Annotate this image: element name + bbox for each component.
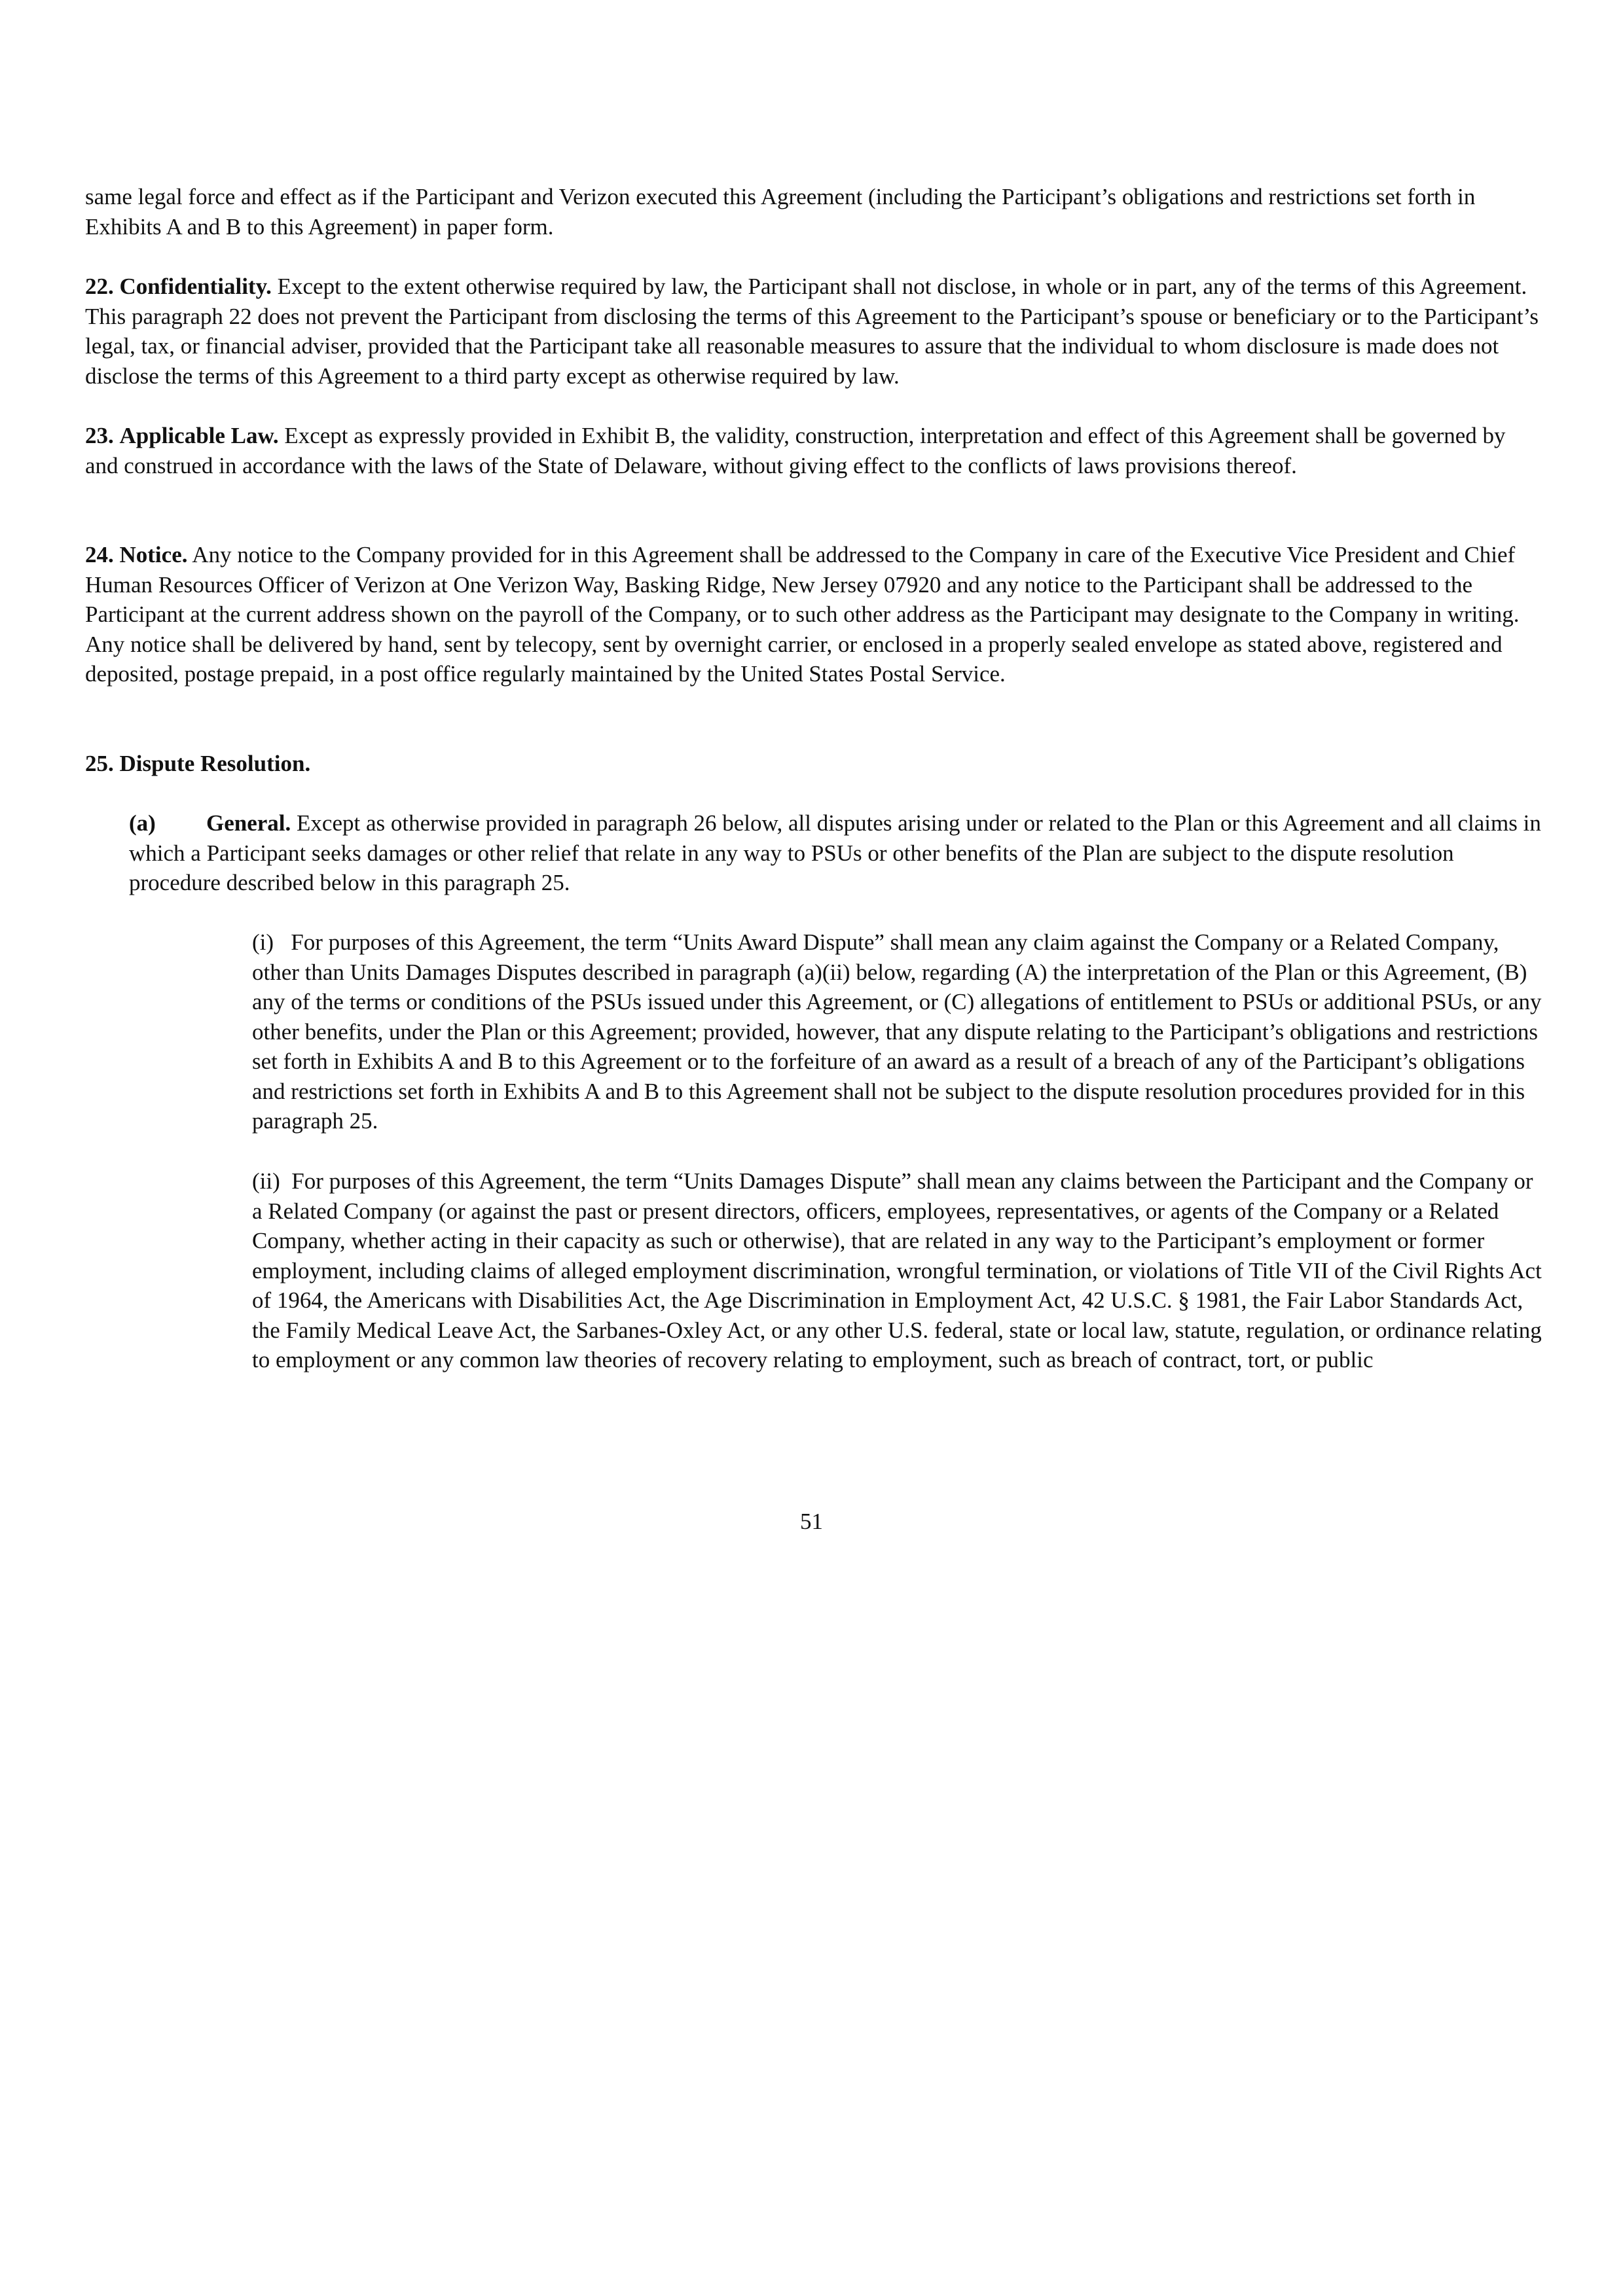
continuation-text: same legal force and effect as if the Participant and Verizon executed this Agreement (including the Participant’s obligations and restrictions set forth in Exhibits A and B to this Agreement) in paper form. [85, 184, 1476, 240]
clause-ii-paragraph [252, 1166, 1548, 1375]
section-24-number: 24. [85, 542, 114, 567]
section-22-heading: Confidentiality. [119, 274, 272, 299]
section-23-heading: Applicable Law. [119, 423, 279, 448]
section-25a-heading: General. [206, 810, 291, 836]
section-23-paragraph [85, 421, 1539, 480]
section-25a-text: Except as otherwise provided in paragraph 26 below, all disputes arising under or related to the Plan or this Agreement and all claims in which a Participant seeks damages or other relief that relate in any way to PSUs or other benefits of the Plan are subject to the dispute resolution procedure described below in this paragraph 25. [129, 810, 1541, 895]
section-24-heading: Notice. [119, 542, 188, 567]
continuation-paragraph [85, 182, 1539, 242]
clause-i-text: (i) For purposes of this Agreement, the term “Units Award Dispute” shall mean any claim against the Company or a Related Company, other than Units Damages Disputes described in paragraph (a)(ii) below, regarding (A) the interpretation of the Plan or this Agreement, (B) any of the terms or conditions of the PSUs issued under this Agreement, or (C) allegations of entitlement to PSUs or additional PSUs, or any other benefits, under the Plan or this Agreement; provided, however, that any dispute relating to the Participant’s obligations and restrictions set forth in Exhibits A and B to this Agreement or to the forfeiture of an award as a result of a breach of any of the Participant’s obligations and restrictions set forth in Exhibits A and B to this Agreement shall not be subject to the dispute resolution procedures provided for in this paragraph 25. [252, 929, 1548, 1134]
section-24-text: Any notice to the Company provided for in this Agreement shall be addressed to the Company in care of the Executive Vice President and Chief Human Resources Officer of Verizon at One Verizon Way, Basking Ridge, New Jersey 07920 and any notice to the Participant shall be addressed to the Participant at the current address shown on the payroll of the Company, or to such other address as the Participant may designate to the Company in writing. Any notice shall be delivered by hand, sent by telecopy, sent by overnight carrier, or enclosed in a properly sealed envelope as stated above, registered and deposited, postage prepaid, in a post office regularly maintained by the United States Postal Service. [85, 542, 1520, 687]
section-25a-label: (a) [129, 810, 156, 836]
clause-i-paragraph [252, 927, 1548, 1136]
section-25-heading-line [85, 749, 1539, 779]
section-22-number: 22. [85, 274, 114, 299]
section-23-number: 23. [85, 423, 114, 448]
section-22-text: Except to the extent otherwise required by law, the Participant shall not disclose, in whole or in part, any of the terms of this Agreement. This paragraph 22 does not prevent the Participant from disclosing the terms of this Agreement to the Participant’s spouse or beneficiary or to the Participant’s legal, tax, or financial adviser, provided that the Participant take all reasonable measures to assure that the individual to whom disclosure is made does not disclose the terms of this Agreement to a third party except as otherwise required by law. [85, 274, 1539, 389]
section-25-number: 25. [85, 751, 114, 776]
section-23-text: Except as expressly provided in Exhibit B, the validity, construction, interpretation and effect of this Agreement shall be governed by and construed in accordance with the laws of the State of Delaware, without giving effect to the conflicts of laws provisions thereof. [85, 423, 1506, 478]
page-number: 51 [800, 1509, 823, 1534]
section-25a-paragraph [129, 808, 1543, 898]
section-22-paragraph [85, 272, 1539, 391]
section-25-heading: Dispute Resolution. [119, 751, 311, 776]
section-24-paragraph [85, 540, 1539, 689]
clause-ii-text: (ii) For purposes of this Agreement, the term “Units Damages Dispute” shall mean any claims between the Participant and the Company or a Related Company (or against the past or present directors, officers, employees, representatives, or agents of the Company or a Related Company, whether acting in their capacity as such or otherwise), that are related in any way to the Participant’s employment or former employment, including claims of alleged employment discrimination, wrongful termination, or violations of Title VII of the Civil Rights Act of 1964, the Americans with Disabilities Act, the Age Discrimination in Employment Act, 42 U.S.C. § 1981, the Fair Labor Standards Act, the Family Medical Leave Act, the Sarbanes-Oxley Act, or any other U.S. federal, state or local law, statute, regulation, or ordinance relating to employment or any common law theories of recovery relating to employment, such as breach of contract, tort, or public [252, 1168, 1548, 1372]
